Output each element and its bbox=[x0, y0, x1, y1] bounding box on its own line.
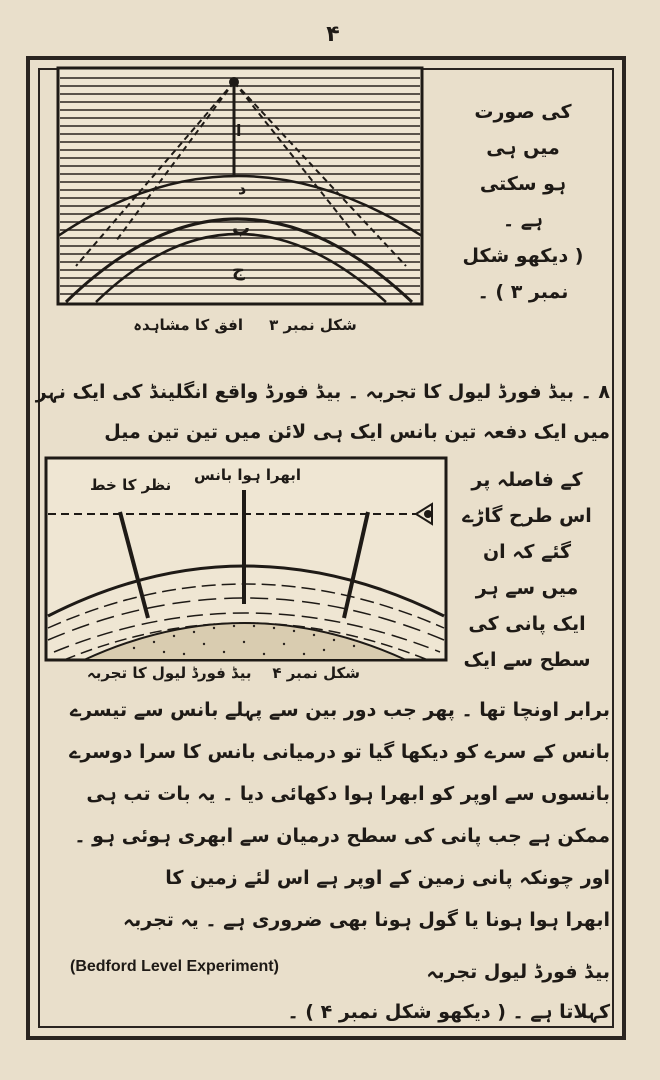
body-line: بانسوں سے اوپر کو ابھرا ہوا دکھائی دیا ۔ یہ بات تب ہی bbox=[86, 783, 610, 805]
side-text-line: میں سے ہر bbox=[475, 577, 579, 599]
figure-4-caption-number: شکل نمبر ۴ bbox=[272, 664, 360, 682]
figure-4-caption-title: بیڈ فورڈ لیول کا تجربہ bbox=[86, 664, 252, 682]
side-text-line: ( دیکھو شکل bbox=[462, 245, 584, 267]
figure-3-eye bbox=[229, 77, 239, 87]
intro-line: میں ایک دفعہ تین بانس ایک ہی لائن میں تین تین میل bbox=[104, 421, 610, 443]
figure-4-caption bbox=[86, 664, 360, 682]
body-line: بانس کے سرے کو دیکھا گیا تو درمیانی بانس کا سرا دوسرے bbox=[69, 741, 610, 763]
closing-line: بیڈ فورڈ لیول تجربہ bbox=[426, 961, 610, 983]
figure-4-label-raised-pole: ابھرا ہوا بانس bbox=[194, 466, 302, 484]
side-text-figure-4 bbox=[452, 462, 602, 678]
figure-3-caption-number: شکل نمبر ۳ bbox=[269, 316, 357, 334]
side-text-line: اس طرح گاڑے bbox=[462, 505, 592, 527]
figure-4-drawing bbox=[44, 456, 448, 662]
figure-3-label-jim: ج bbox=[232, 260, 245, 281]
side-text-line: گئے کہ ان bbox=[482, 541, 572, 563]
figure-3-caption-title: افق کا مشاہدہ bbox=[133, 316, 243, 334]
side-text-line: نمبر ۳ ) ۔ bbox=[477, 281, 569, 303]
body-line: اور چونکہ پانی زمین کے اوپر ہے اس لئے زمین کا bbox=[165, 867, 610, 889]
side-text-line: ایک پانی کی bbox=[468, 613, 586, 635]
closing-line: کہلاتا ہے ۔ ( دیکھو شکل نمبر ۴ ) ۔ bbox=[287, 1001, 610, 1023]
figure-3-label-alif: ا bbox=[236, 121, 242, 140]
figure-3-caption bbox=[130, 316, 360, 334]
side-text-line: سطح سے ایک bbox=[463, 649, 591, 671]
side-text-line: کی صورت bbox=[474, 101, 572, 123]
figure-3-label-dal: د bbox=[238, 179, 247, 198]
figure-4-bedford bbox=[44, 456, 448, 662]
side-text-line: ہے ۔ bbox=[502, 209, 543, 231]
english-term: (Bedford Level Experiment) bbox=[70, 958, 279, 975]
side-text-figure-3 bbox=[448, 94, 598, 310]
side-text-line: کے فاصلہ پر bbox=[471, 469, 583, 491]
side-text-line: ہو سکتی bbox=[479, 173, 567, 195]
intro-line: ۸ ۔ بیڈ فورڈ لیول کا تجربہ ۔ بیڈ فورڈ واقع انگلینڈ کی ایک نہر bbox=[35, 381, 610, 403]
figure-3-drawing bbox=[56, 66, 424, 306]
side-text-line: میں ہی bbox=[486, 137, 560, 159]
figure-4-label-sight-line: نظر کا خط bbox=[90, 476, 172, 494]
figure-3-horizon bbox=[56, 66, 424, 306]
figure-3-label-be: ب bbox=[232, 218, 251, 239]
body-line: ابھرا ہوا ہونا یا گول ہونا بھی ضروری ہے ۔ یہ تجربہ bbox=[122, 909, 610, 931]
body-line: ممکن ہے جب پانی کی سطح درمیان سے ابھری ہوئی ہو ۔ bbox=[74, 825, 610, 847]
body-line: برابر اونچا تھا ۔ پھر جب دور بین سے پہلے بانس سے تیسرے bbox=[69, 699, 610, 721]
page-number: ۴ bbox=[326, 22, 340, 47]
